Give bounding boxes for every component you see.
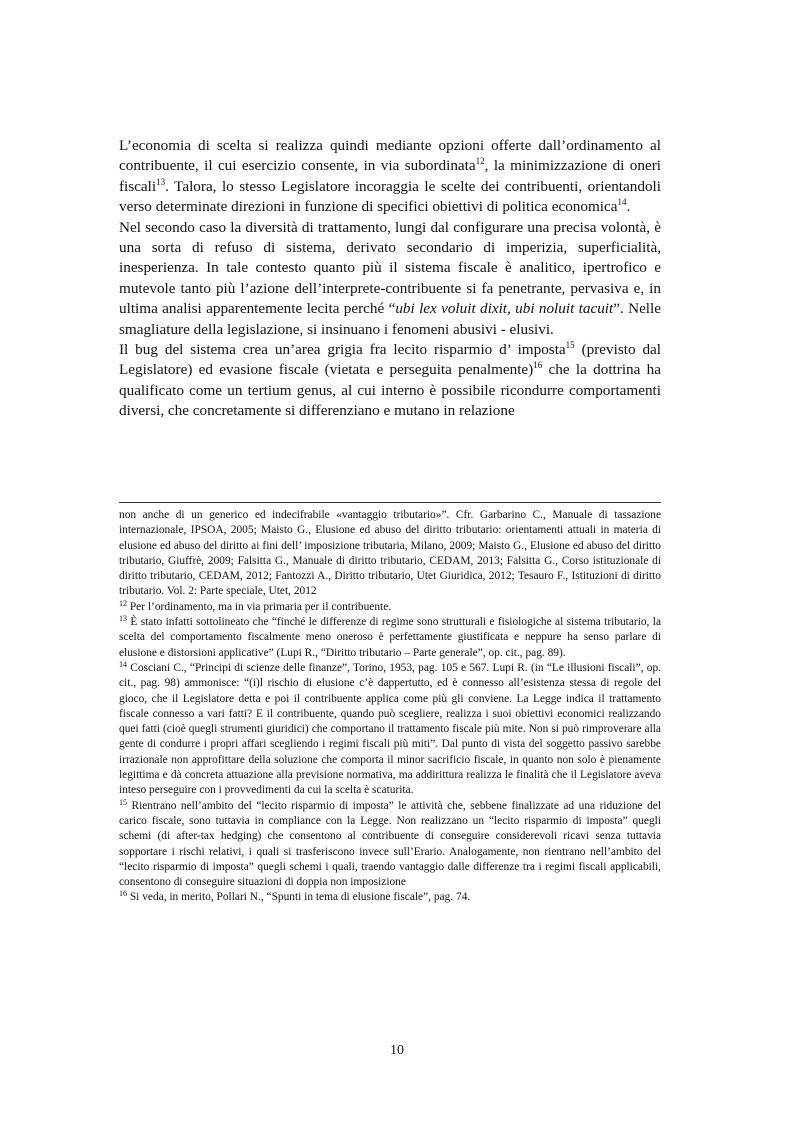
- paragraph-1-text-a: L’economia di scelta si realizza quindi mediante opzioni offerte dall’ordinamento al contribuente, il cui esercizio consente, in via subordinata: [119, 137, 661, 175]
- paragraph-1-text-d: .: [626, 198, 631, 216]
- paragraph-1: [119, 136, 661, 218]
- footnote-12: [119, 600, 661, 615]
- footnote-continuation: non anche di un generico ed indecifrabile «vantaggio tributario»”. Cfr. Garbarino C., Manuale di tassazione internazionale, IPSOA, 2005; Maisto G., Elusione ed abuso del diritto tributario: orientamenti attuali in materia di elusione ed abuso del diritto ai fini dell’ imposizione tributaria, Milano, 2009; Maisto G., Elusione ed abuso del diritto tributario, Giuffrè, 2009; Falsitta G., Manuale di diritto tributario, CEDAM, 2013; Falsitta G., Corso istituzionale di diritto tributario, CEDAM, 2012; Fantozzi A., Diritto tributario, Utet Giuridica, 2012; Tesauro F., Istituzioni di diritto tributario. Vol. 2: Parte speciale, Utet, 2012: [119, 509, 661, 598]
- paragraph-3: [119, 340, 661, 422]
- footnote-14: [119, 661, 661, 799]
- footnote-16: [119, 890, 661, 905]
- paragraph-3-text-a: Il bug del sistema crea un’area grigia fra lecito risparmio d’ imposta: [119, 341, 566, 359]
- latin-quote: ubi lex voluit dixit, ubi noluit tacuit: [395, 300, 614, 318]
- paragraph-2: [119, 218, 661, 340]
- footnote-ref-13[interactable]: 13: [156, 176, 166, 187]
- footnote-number: 15: [119, 797, 127, 807]
- footnote-text: Per l’ordinamento, ma in via primaria per il contribuente.: [127, 600, 392, 613]
- footnote-ref-12[interactable]: 12: [475, 156, 485, 167]
- paragraph-3-text-c: che la dottrina ha qualificato come un tertium genus, al cui interno è possibile ricondurre comportamenti diversi, che concretamente si differenziano e mutano in relazione: [119, 361, 661, 420]
- footnote-ref-16[interactable]: 16: [533, 360, 543, 371]
- footnote-text: Cosciani C., “Principi di scienze delle finanze”, Torino, 1953, pag. 105 e 567. Lupi R. (in “Le illusioni fiscali”, op. cit., pag. 98) ammonisce: “(i)l rischio di elusione c’è dappertutto, ed è connesso all’esistenza stessa di regole del gioco, che il Legislatore detta e poi il contribuente applica come più gli conviene. La Legge indica il trattamento fiscale connesso a vari fatti? E il contribuente, quando può scegliere, realizza i suoi obiettivi economici realizzando quei fatti (cioè quegli strumenti giuridici) che comportano il trattamento fiscale più mite. Non si può rimproverare alla gente di condurre i propri affari scegliendo i regimi fiscali più miti”. Dal punto di vista del soggetto passivo sarebbe irrazionale non approfittare della soluzione che comporta il minor sacrificio fiscale, in quanto non solo è pienamente legittima e dà concreta attuazione alla previsione normativa, ma addirittura realizza le finalità che il Legislatore aveva inteso perseguire con i provvedimenti da cui la scelta è scaturita.: [119, 661, 661, 797]
- body-text: [119, 136, 661, 422]
- paragraph-3-text-b: (previsto dal Legislatore) ed evasione fiscale (vietata e perseguita penalmente): [119, 341, 662, 379]
- footnote-ref-15[interactable]: 15: [565, 340, 575, 351]
- footnote-text: Rientrano nell’ambito del “lecito risparmio di imposta” le attività che, sebbene finalizzate ad una riduzione del carico fiscale, sono tuttavia in compliance con la Legge. Non realizzano un “lecito risparmio di imposta” quegli schemi (di after-tax hedging) che consentono al contribuente di conseguire considerevoli ricavi senza tuttavia sopportare i rischi relativi, i quali si trasferiscono invece sull’Erario. Analogamente, non rientrano nell’ambito del “lecito risparmio di imposta” quegli schemi i quali, traendo vantaggio dalle differenze tra i regimi fiscali applicabili, consentono di conseguire situazioni di doppia non imposizione: [119, 799, 661, 889]
- paragraph-2-text-b: ”. Nelle smagliature della legislazione, si insinuano i fenomeni abusivi - elusivi.: [119, 300, 661, 338]
- footnote-separator: [119, 502, 661, 503]
- footnote-text: Si veda, in merito, Pollari N., “Spunti in tema di elusione fiscale”, pag. 74.: [127, 891, 471, 904]
- footnote-number: 12: [119, 598, 127, 608]
- footnote-number: 14: [119, 659, 127, 669]
- page-number: 10: [390, 1043, 404, 1058]
- paragraph-2-text-a: Nel secondo caso la diversità di trattamento, lungi dal configurare una precisa volontà, è una sorta di refuso di sistema, derivato secondario di imperizia, superficialità, inesperienza. In tale contesto quanto più il sistema fiscale è analitico, ipertrofico e mutevole tanto più l’azione dell’interprete-contribuente si fa penetrante, pervasiva e, in ultima analisi apparentemente lecita perché “: [119, 218, 661, 318]
- footnotes: [119, 508, 661, 906]
- footnote-text: È stato infatti sottolineato che “finché le differenze di regime sono strutturali e fisiologiche al sistema tributario, la scelta del comportamento fiscalmente meno oneroso è perfettamente giustificata e neppure ha senso parlare di elusione e distorsioni applicative” (Lupi R., “Diritto tributario – Parte generale”, op. cit., pag. 89).: [119, 616, 661, 659]
- footnote-number: 16: [119, 889, 127, 899]
- paragraph-1-text-c: . Talora, lo stesso Legislatore incoraggia le scelte dei contribuenti, orientandoli verso determinate direzioni in funzione di specifici obiettivi di politica economica: [119, 177, 661, 216]
- footnote-15: [119, 799, 661, 891]
- footnote-ref-14[interactable]: 14: [617, 197, 627, 208]
- footnote-number: 13: [119, 614, 127, 624]
- paragraph-1-text-b: , la minimizzazione di oneri fiscali: [119, 157, 661, 195]
- footnote-13: [119, 615, 661, 661]
